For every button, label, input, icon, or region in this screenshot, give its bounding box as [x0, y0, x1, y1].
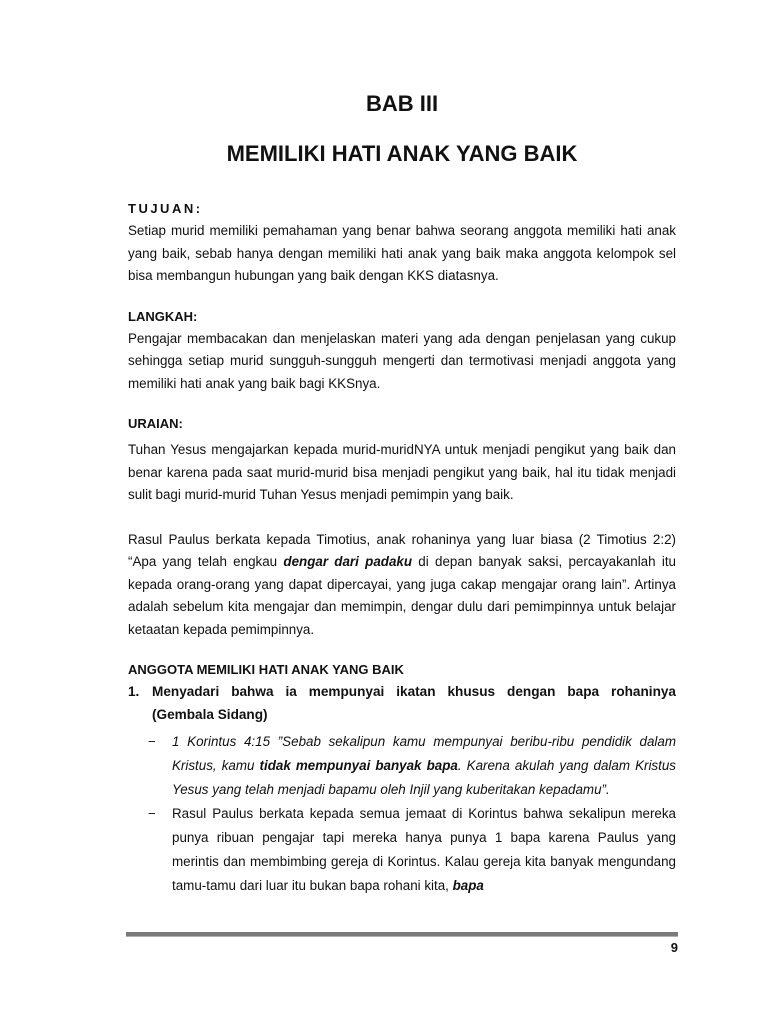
uraian-paragraph-2	[128, 529, 676, 642]
uraian-paragraph-2-start: Rasul Paulus berkata kepada Timotius, anak rohaninya yang luar biasa (2 Timotius 2:2) “Apa yang telah engkau	[128, 531, 676, 569]
list-item-text: Menyadari bahwa ia mempunyai ikatan khusus dengan bapa rohaninya (Gembala Sidang)	[152, 684, 676, 722]
chapter-title: MEMILIKI HATI ANAK YANG BAIK	[226, 141, 578, 166]
uraian-paragraph-2-end: di depan banyak saksi, percayakanlah itu kepada orang-orang yang dapat dipercayai, yang juga cakap mengajar orang lain”. Artinya adalah sebelum kita mengajar dan memimpin, dengar dulu dari pemimpinnya untuk belajar ketaatan kepada pemimpinnya.	[128, 554, 676, 637]
langkah-paragraph: Pengajar membacakan dan menjelaskan materi yang ada dengan penjelasan yang cukup sehingga setiap murid sungguh-sungguh mengerti dan termotivasi menjadi anggota yang memiliki hati anak yang baik bagi KKSnya.	[128, 330, 676, 391]
footer-divider	[126, 932, 678, 937]
uraian-heading: URAIAN:	[128, 416, 183, 431]
anggota-heading: ANGGOTA MEMILIKI HATI ANAK YANG BAIK	[128, 662, 404, 677]
sub-list-item	[128, 730, 676, 802]
dash-bullet: −	[148, 734, 156, 749]
list-item	[128, 681, 676, 726]
uraian-paragraph-1: Tuhan Yesus mengajarkan kepada murid-muridNYA untuk menjadi pengikut yang baik dan benar karena pada saat murid-murid bisa menjadi pengikut yang baik, hal itu tidak menjadi sulit bagi murid-murid Tuhan Yesus menjadi pemimpin yang baik.	[128, 442, 676, 502]
tujuan-paragraph: Setiap murid memiliki pemahaman yang benar bahwa seorang anggota memiliki hati anak yang baik, sebab hanya dengan memiliki hati anak yang baik maka anggota kelompok sel bisa membangun hubungan yang baik dengan KKS diatasnya.	[128, 223, 676, 283]
anggota-list	[128, 681, 676, 726]
sub-list	[128, 730, 676, 898]
dash-bullet: −	[148, 806, 156, 821]
sub-item-text-end: . Karena akulah yang dalam Kristus Yesus yang telah menjadi bapamu oleh Injil yang kuberitakan kepadamu”.	[172, 758, 676, 797]
sub-item-text-start: 1 Korintus 4:15 ”Sebab sekalipun kamu mempunyai beribu-ribu pendidik dalam Kristus, kamu	[172, 734, 676, 773]
langkah-heading: LANGKAH:	[128, 308, 198, 324]
tujuan-heading: TUJUAN:	[128, 201, 203, 216]
list-item-number: 1.	[128, 684, 140, 699]
sub-list-item	[128, 802, 676, 898]
chapter-label: BAB III	[365, 91, 439, 116]
document-page	[128, 86, 676, 898]
sub-item-emphasis: bapa	[452, 878, 484, 893]
sub-item-emphasis: tidak mempunyai banyak bapa	[259, 758, 458, 773]
sub-item-text-start: Rasul Paulus berkata kepada semua jemaat di Korintus bahwa sekalipun mereka punya ribuan pengajar tapi mereka hanya punya 1 bapa karena Paulus yang merintis dan membimbing gereja di Korintus. Kalau gereja kita banyak mengundang tamu-tamu dari luar itu bukan bapa rohani kita,	[172, 806, 676, 893]
page-number: 9	[670, 940, 678, 955]
uraian-paragraph-2-emphasis: dengar dari padaku	[283, 554, 413, 569]
